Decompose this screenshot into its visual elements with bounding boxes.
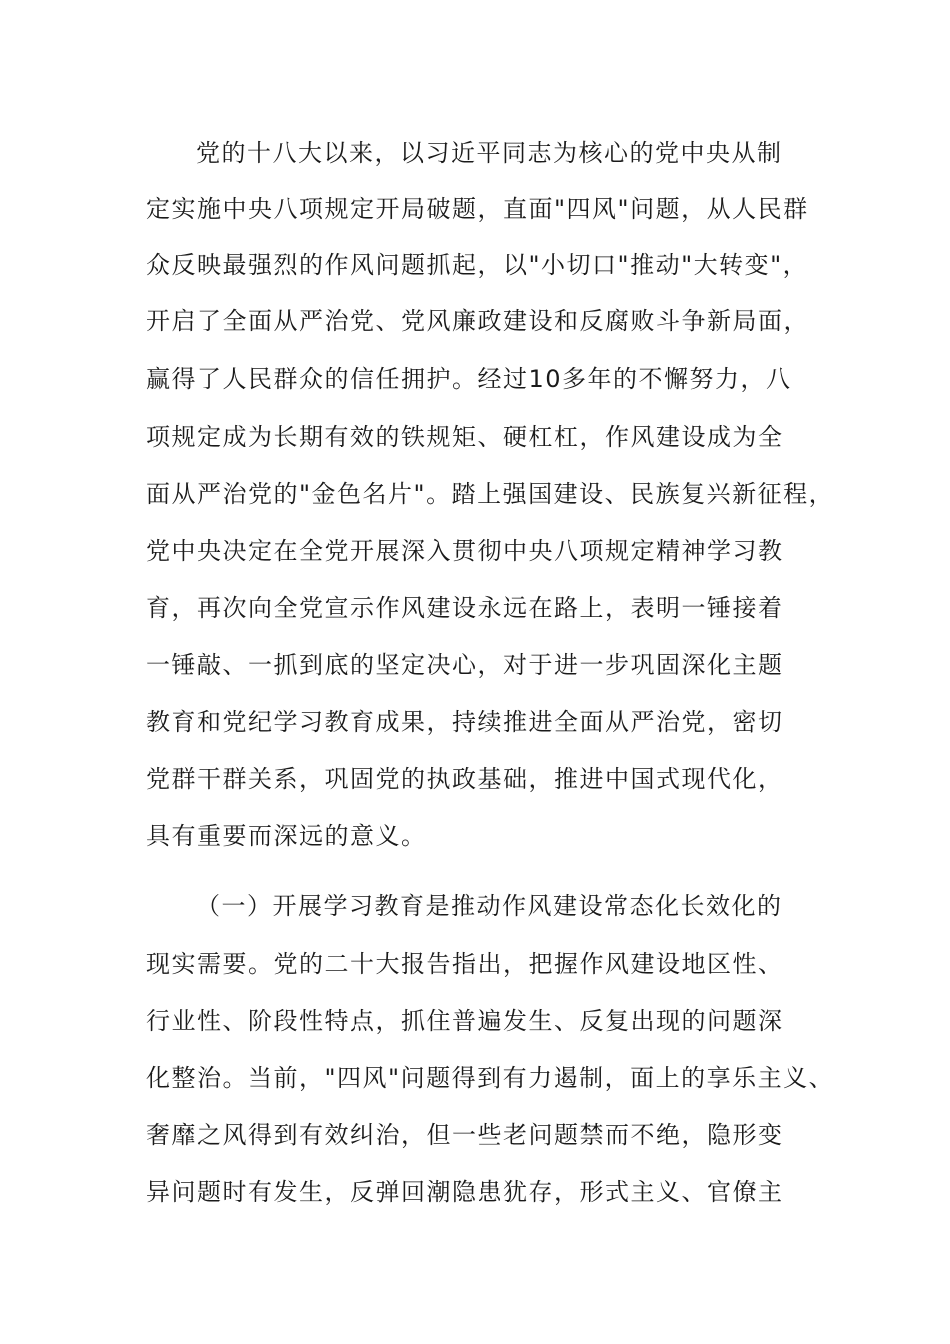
text-line: 党群干群关系，巩固党的执政基础，推进中国式现代化，	[146, 765, 784, 793]
text-line: 异问题时有发生，反弹回潮隐患犹存，形式主义、官僚主	[146, 1178, 784, 1206]
text-line: 行业性、阶段性特点，抓住普遍发生、反复出现的问题深	[146, 1007, 784, 1035]
text-line: 一锤敲、一抓到底的坚定决心，对于进一步巩固深化主题	[146, 651, 784, 679]
text-line: 现实需要。党的二十大报告指出，把握作风建设地区性、	[146, 950, 784, 978]
text-line: 项规定成为长期有效的铁规矩、硬杠杠，作风建设成为全	[146, 423, 784, 451]
text-line: （一）开展学习教育是推动作风建设常态化长效化的	[196, 892, 783, 920]
text-line: 教育和党纪学习教育成果，持续推进全面从严治党，密切	[146, 708, 784, 736]
text-line: 育，再次向全党宣示作风建设永远在路上，表明一锤接着	[146, 594, 784, 622]
text-line: 党中央决定在全党开展深入贯彻中央八项规定精神学习教	[146, 537, 784, 565]
text-line: 党的十八大以来，以习近平同志为核心的党中央从制	[196, 139, 783, 167]
text-line: 众反映最强烈的作风问题抓起，以"小切口"推动"大转变"，	[146, 251, 809, 279]
text-line: 奢靡之风得到有效纠治，但一些老问题禁而不绝，隐形变	[146, 1121, 784, 1149]
text-line: 开启了全面从严治党、党风廉政建设和反腐败斗争新局面，	[146, 307, 809, 335]
text-line: 赢得了人民群众的信任拥护。经过10多年的不懈努力，八	[146, 365, 792, 393]
text-line: 具有重要而深远的意义。	[146, 822, 427, 850]
text-line: 面从严治党的"金色名片"。踏上强国建设、民族复兴新征程，	[146, 480, 835, 508]
text-line: 化整治。当前，"四风"问题得到有力遏制，面上的享乐主义、	[146, 1064, 835, 1092]
text-line: 定实施中央八项规定开局破题，直面"四风"问题，从人民群	[146, 195, 809, 223]
